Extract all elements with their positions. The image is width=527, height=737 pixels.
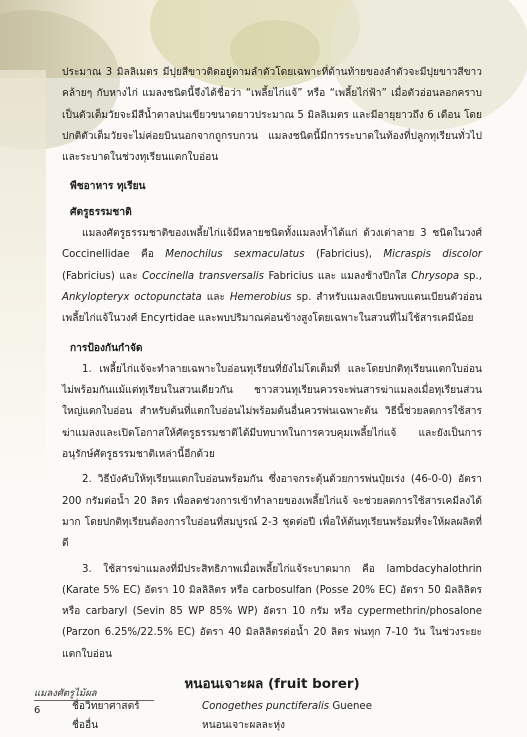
- species-name: Hemerobius: [229, 291, 292, 303]
- control-item-1: 1. เพลี้ยไก่แจ้จะทำลายเฉพาะใบอ่อนทุเรียนที่ยังไม่โตเต็มที่ และโดยปกติทุเรียนแตกใบอ่อนไม่พร้อมกันแม้แต่ทุเรียนในสวนเดียวกัน ชาวสวนทุเรียนควรจะพ่นสารฆ่าแมลงเมื่อทุเรียนส่วนใหญ่แตกใบอ่อน สำหรับต้นที่แตกใบอ่อนไม่พร้อมต้นอื่นควรพ่นเฉพาะต้น วิธีนี้ช่วยลดการใช้สารฆ่าแมลงและเปิดโอกาสให้ศัตรูธรรมชาติได้มีบทบาทในการควบคุมเพลี้ยไก่แจ้ และยังเป็นการอนุรักษ์ศัตรูธรรมชาติเหล่านี้อีกด้วย: [62, 363, 482, 461]
- species-name: Conogethes punctiferalis: [202, 701, 330, 713]
- text-span: (Fabricius),: [304, 249, 384, 261]
- scientific-name-value: [202, 697, 482, 716]
- text-span: sp. สำหรับแมลงเบียนพบแตนเบียนตัวอ่อนเพลี้ยไก่แจ้ในวงศ์ Encyrtidae และพบปริมาณค่อนข้างสูงโดยเฉพาะในสวนที่ไม่ใช้สารเคมีน้อย: [62, 291, 482, 325]
- text-span: sp.,: [459, 270, 482, 282]
- text-span: และ: [201, 291, 230, 303]
- text-span: Coccinellidae คือ: [62, 249, 154, 261]
- scientific-name-label: ชื่อวิทยาศาสตร์: [72, 701, 140, 713]
- other-name-label: ชื่ออื่น: [72, 720, 99, 732]
- text-span: (Fabricius) และ: [62, 270, 143, 282]
- author-name: Guenee: [329, 701, 372, 713]
- host-plant-line: พืชอาหาร ทุเรียน: [70, 181, 146, 193]
- page-content: [62, 62, 482, 735]
- natural-enemies-paragraph: [62, 223, 482, 329]
- control-item-3: 3. ใช้สารฆ่าแมลงที่มีประสิทธิภาพเมื่อเพลี้ยไก่แจ้ระบาดมาก คือ lambdacyhalothrin (Karate 5% EC) อัตรา 10 มิลลิลิตร หรือ carbosulfan (Posse 20% EC) อัตรา 50 มิลลิลิตร หรือ carbaryl (Sevin 85 WP 85% WP) อัตรา 10 กรัม หรือ cypermethrin/phosalone (Parzon 6.25%/22.5% EC) อัตรา 40 มิลลิลิตรต่อน้ำ 20 ลิตร พ่นทุก 7-10 วัน ในช่วงระยะแตกใบอ่อน: [62, 563, 482, 660]
- species-name: Micraspis discolor: [383, 249, 482, 261]
- other-name-value: หนอนเจาะผลละหุ่ง: [202, 720, 286, 732]
- page-number: 6: [34, 705, 41, 716]
- control-heading: การป้องกันกำจัด: [70, 342, 143, 354]
- text-span: Fabricius และ แมลงช้างปีกใส: [263, 270, 412, 282]
- natural-enemies-heading: ศัตรูธรรมชาติ: [70, 206, 132, 218]
- footer-divider: [34, 700, 154, 701]
- footer-book-title: แมลงศัตรูไม้ผล: [34, 688, 97, 699]
- species-name: Menochilus sexmaculatus: [165, 249, 305, 261]
- control-item-2: 2. วิธีบังคับให้ทุเรียนแตกใบอ่อนพร้อมกัน ซึ่งอาจกระตุ้นด้วยการพ่นปุ๋ยเร่ง (46-0-0) อัตรา 200 กรัมต่อน้ำ 20 ลิตร เพื่อลดช่วงการเข้าทำลายของเพลี้ยไก่แจ้ จะช่วยลดการใช้สารเคมีลงได้มาก โดยปกติทุเรียนต้องการใบอ่อนที่สมบูรณ์ 2-3 ชุดต่อปี เพื่อให้ต้นทุเรียนพร้อมที่จะให้ผลผลิตที่ดี: [62, 474, 482, 550]
- species-name: Coccinella transversalis: [142, 270, 264, 282]
- other-name-row: [62, 716, 482, 735]
- species-name: Ankylopteryx octopunctata: [62, 291, 202, 303]
- text-span: แมลงศัตรูธรรมชาติของเพลี้ยไก่แจ้มีหลายชนิดทั้งแมลงห้ำได้แก่ ด้วงเต่าลาย 3 ชนิดในวงศ์: [82, 228, 482, 240]
- intro-paragraph: ประมาณ 3 มิลลิเมตร มีปุยสีขาวติดอยู่ตามลำตัวโดยเฉพาะที่ด้านท้ายของลำตัวจะมีปุยขาวสีขาวคล้ายๆ กับหางไก่ แมลงชนิดนี้จึงได้ชื่อว่า “เพลี้ยไก่แจ้” หรือ “เพลี้ยไก่ฟ้า” เมื่อตัวอ่อนลอกคราบเป็นตัวเต็มวัยจะมีสีน้ำตาลปนเขียวขนาดยาวประมาณ 5 มิลลิเมตร และมีอายุยาวถึง 6 เดือน โดยปกติตัวเต็มวัยจะไม่ค่อยบินนอกจากถูกรบกวน แมลงชนิดนี้มีการระบาดในท้องที่ปลูกทุเรียนทั่วไป และระบาดในช่วงทุเรียนแตกใบอ่อน: [62, 67, 482, 164]
- section-title: หนอนเจาะผล (fruit borer): [184, 676, 360, 693]
- side-background: [0, 70, 46, 490]
- species-name: Chrysopa: [411, 270, 460, 282]
